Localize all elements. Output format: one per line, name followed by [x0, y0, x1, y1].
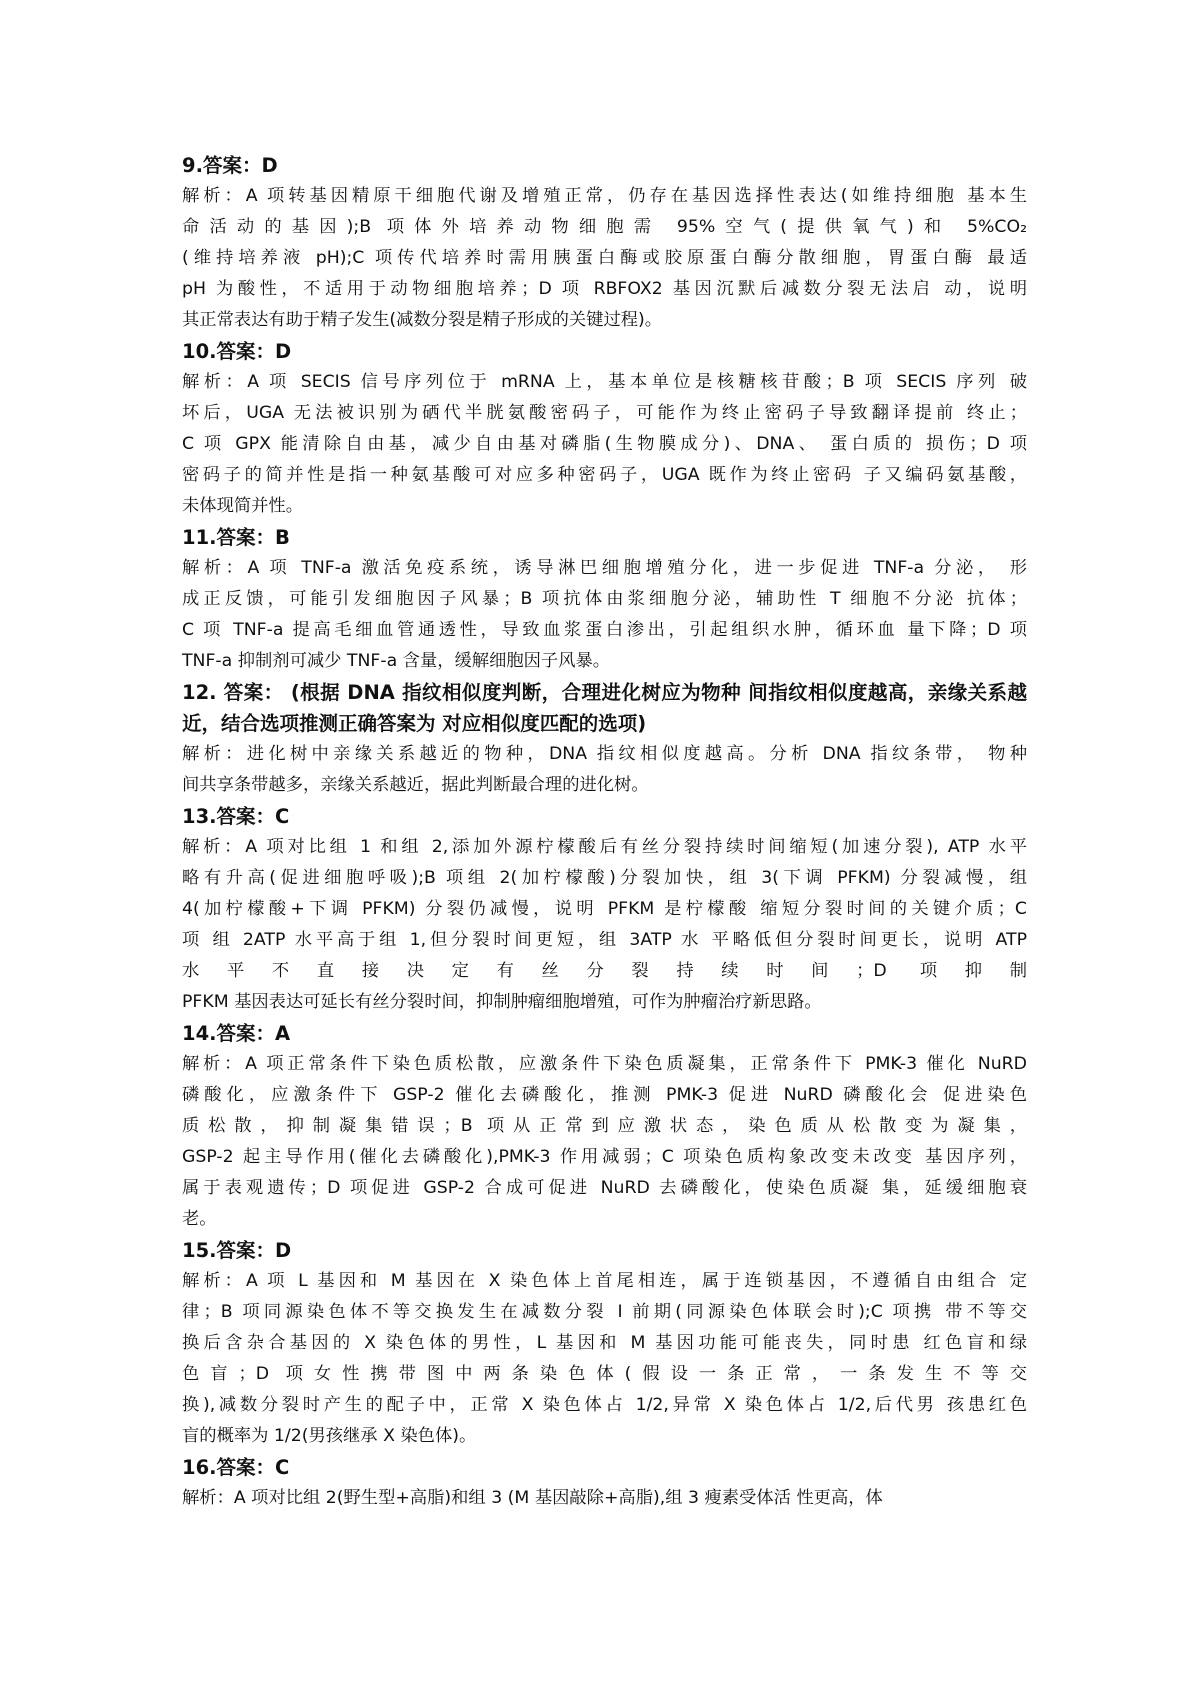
analysis-line: 换),减数分裂时产生的配子中，正常 X 染色体占 1/2,异常 X 染色体占 1/2,后代男 孩患红色: [182, 1395, 1027, 1415]
answer-block: [182, 1452, 1027, 1514]
analysis-line: 略有升高(促进细胞呼吸);B 项组 2(加柠檬酸)分裂加快，组 3(下调 PFKM) 分裂减慢，组: [182, 868, 1027, 888]
answer-heading: 12. 答案： (根据 DNA 指纹相似度判断，合理进化树应为物种 间指纹相似度越高，亲缘关系越近，结合选项推测正确答案为 对应相似度匹配的选项): [182, 681, 1027, 735]
analysis-line: 解析：进化树中亲缘关系越近的物种，DNA 指纹相似度越高。分析 DNA 指纹条带， 物种: [182, 744, 1027, 764]
answer-heading: 11.答案：B: [182, 526, 290, 549]
answer-heading: 13.答案：C: [182, 805, 290, 828]
answer-heading: 16.答案：C: [182, 1456, 290, 1479]
analysis-line: pH 为酸性，不适用于动物细胞培养；D 项 RBFOX2 基因沉默后减数分裂无法启 动，说明: [182, 279, 1027, 299]
analysis-line: 其正常表达有助于精子发生(减数分裂是精子形成的关键过程)。: [182, 310, 663, 330]
analysis-line: 密码子的简并性是指一种氨基酸可对应多种密码子，UGA 既作为终止密码 子又编码氨基酸，: [182, 465, 1027, 485]
analysis-line: 解析：A 项 L 基因和 M 基因在 X 染色体上首尾相连，属于连锁基因，不遵循自由组合 定: [182, 1271, 1027, 1291]
answer-heading: 15.答案：D: [182, 1239, 292, 1262]
analysis-line: 磷酸化，应激条件下 GSP-2 催化去磷酸化，推测 PMK-3 促进 NuRD 磷酸化会 促进染色: [182, 1085, 1027, 1105]
analysis-line: 属于表观遗传；D 项促进 GSP-2 合成可促进 NuRD 去磷酸化，使染色质凝 集，延缓细胞衰: [182, 1178, 1027, 1198]
answer-block: [182, 1018, 1027, 1235]
analysis-text: [182, 367, 1027, 522]
analysis-line: 成正反馈，可能引发细胞因子风暴；B 项抗体由浆细胞分泌，辅助性 T 细胞不分泌 抗体；: [182, 589, 1027, 609]
analysis-line: 间共享条带越多，亲缘关系越近，据此判断最合理的进化树。: [182, 775, 649, 795]
analysis-line: 质松散，抑制凝集错误；B 项从正常到应激状态，染色质从松散变为凝集，: [182, 1116, 1027, 1136]
answer-block: [182, 336, 1027, 522]
analysis-text: [182, 1266, 1027, 1452]
analysis-text: [182, 1483, 1027, 1514]
answer-block: [182, 677, 1027, 801]
analysis-line: (维持培养液 pH);C 项传代培养时需用胰蛋白酶或胶原蛋白酶分散细胞，胃蛋白酶 最适: [182, 248, 1027, 268]
answer-block: [182, 150, 1027, 336]
analysis-line: C 项 GPX 能清除自由基，减少自由基对磷脂(生物膜成分)、DNA、 蛋白质的 损伤；D 项: [182, 434, 1027, 454]
analysis-line: 解析：A 项转基因精原干细胞代谢及增殖正常，仍存在基因选择性表达(如维持细胞 基本生: [182, 186, 1027, 206]
analysis-line: PFKM 基因表达可延长有丝分裂时间，抑制肿瘤细胞增殖，可作为肿瘤治疗新思路。: [182, 992, 822, 1012]
analysis-line: 4(加柠檬酸+下调 PFKM) 分裂仍减慢，说明 PFKM 是柠檬酸 缩短分裂时间的关键介质；C: [182, 899, 1027, 919]
analysis-text: [182, 739, 1027, 801]
analysis-line: 解析：A 项对比组 1 和组 2,添加外源柠檬酸后有丝分裂持续时间缩短(加速分裂), ATP 水平: [182, 837, 1027, 857]
analysis-text: [182, 553, 1027, 677]
analysis-line: 项 组 2ATP 水平高于组 1,但分裂时间更短，组 3ATP 水 平略低但分裂时间更长，说明 ATP: [182, 930, 1027, 950]
analysis-line: GSP-2 起主导作用(催化去磷酸化),PMK-3 作用减弱；C 项染色质构象改变未改变 基因序列，: [182, 1147, 1027, 1167]
analysis-line: 解析：A 项对比组 2(野生型+高脂)和组 3 (M 基因敲除+高脂),组 3 瘦素受体活 性更高，体: [182, 1488, 883, 1508]
answer-heading: 14.答案：A: [182, 1022, 291, 1045]
answer-block: [182, 1235, 1027, 1452]
answer-sheet: [182, 150, 1027, 1514]
analysis-line: 律；B 项同源染色体不等交换发生在减数分裂 I 前期(同源染色体联会时);C 项携 带不等交: [182, 1302, 1027, 1322]
analysis-line: TNF-a 抑制剂可减少 TNF-a 含量，缓解细胞因子风暴。: [182, 651, 611, 671]
analysis-line: 命活动的基因);B 项体外培养动物细胞需 95%空气(提供氧气)和 5%CO₂: [182, 217, 1027, 237]
analysis-line: 水平不直接决定有丝分裂持续时间；D 项抑制: [182, 961, 1027, 981]
analysis-text: [182, 1049, 1027, 1235]
analysis-line: 盲的概率为 1/2(男孩继承 X 染色体)。: [182, 1426, 477, 1446]
analysis-line: 色盲；D 项女性携带图中两条染色体(假设一条正常，一条发生不等交: [182, 1364, 1027, 1384]
analysis-text: [182, 832, 1027, 1018]
analysis-line: 解析：A 项 SECIS 信号序列位于 mRNA 上，基本单位是核糖核苷酸；B 项 SECIS 序列 破: [182, 372, 1027, 392]
analysis-line: 未体现简并性。: [182, 496, 303, 516]
answer-block: [182, 522, 1027, 677]
analysis-line: 解析：A 项 TNF-a 激活免疫系统，诱导淋巴细胞增殖分化，进一步促进 TNF-a 分泌， 形: [182, 558, 1027, 578]
analysis-line: 解析：A 项正常条件下染色质松散，应激条件下染色质凝集，正常条件下 PMK-3 催化 NuRD: [182, 1054, 1027, 1074]
answer-heading: 10.答案：D: [182, 340, 292, 363]
answer-heading: 9.答案：D: [182, 154, 278, 177]
analysis-line: 换后含杂合基因的 X 染色体的男性，L 基因和 M 基因功能可能丧失，同时患 红色盲和绿: [182, 1333, 1027, 1353]
analysis-line: 老。: [182, 1209, 217, 1229]
analysis-line: 坏后，UGA 无法被识别为硒代半胱氨酸密码子，可能作为终止密码子导致翻译提前 终止；: [182, 403, 1027, 423]
answer-block: [182, 801, 1027, 1018]
analysis-text: [182, 181, 1027, 336]
analysis-line: C 项 TNF-a 提高毛细血管通透性，导致血浆蛋白渗出，引起组织水肿，循环血 量下降；D 项: [182, 620, 1027, 640]
